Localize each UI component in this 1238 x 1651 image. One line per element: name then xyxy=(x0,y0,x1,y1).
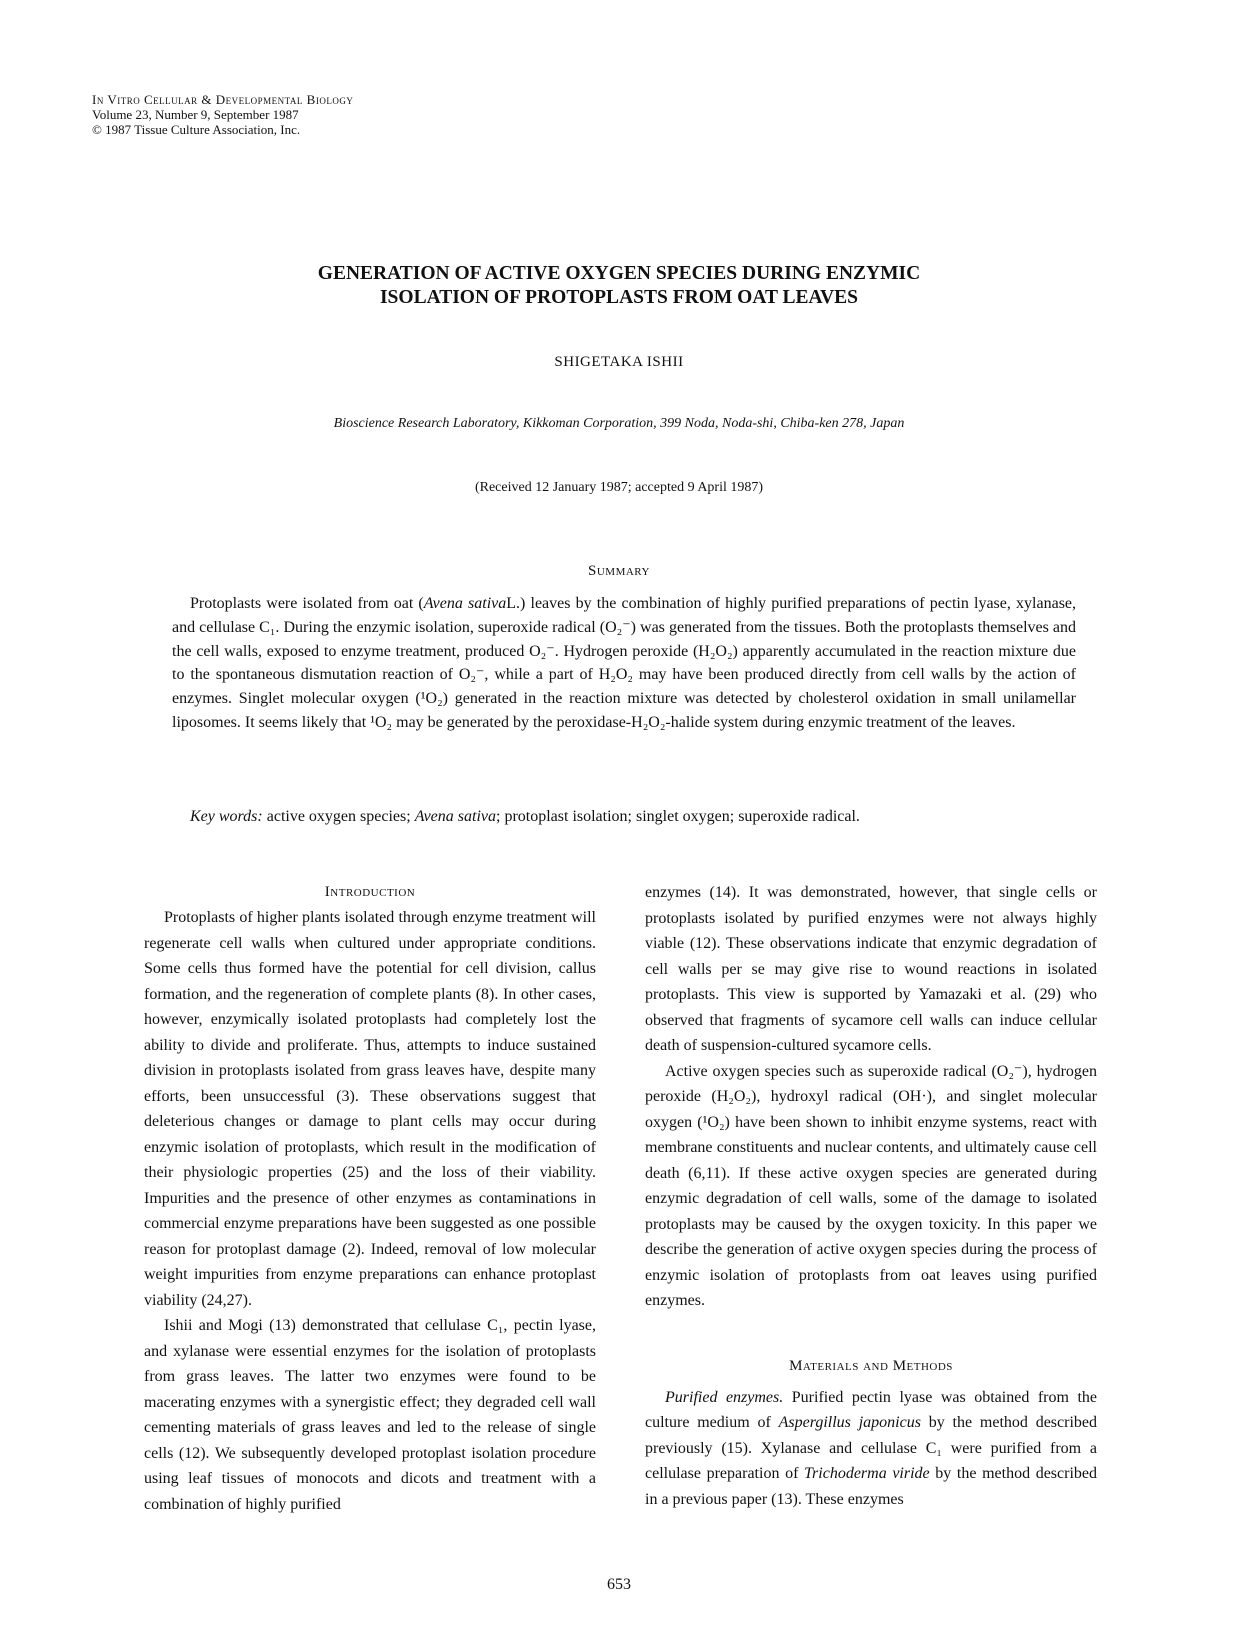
keywords-text-2: ; protoplast isolation; singlet oxygen; superoxide radical. xyxy=(496,808,860,825)
introduction-paragraph-2: Ishii and Mogi (13) demonstrated that cellulase C₁, pectin lyase, and xylanase were essential enzymes for the isolation of protoplasts from grass leaves. The latter two enzymes were found to be macerating enzymes with a synergistic effect; they degraded cell wall cementing materials of grass leaves and led to the release of single cells (12). We subsequently developed protoplast isolation procedure using leaf tissues of monocots and dicots and treatment with a combination of highly purified xyxy=(144,1317,596,1513)
right-column xyxy=(645,880,1097,1512)
article-title-line-2: ISOLATION OF PROTOPLASTS FROM OAT LEAVES xyxy=(379,287,859,308)
journal-header xyxy=(92,92,353,137)
left-column xyxy=(144,880,596,1517)
introduction-paragraph-1: Protoplasts of higher plants isolated through enzyme treatment will regenerate cell walls when cultured under appropriate conditions. Some cells thus formed have the potential for cell division, callus formation, and the regeneration of complete plants (8). In other cases, however, enzymically isolated protoplasts had completely lost the ability to divide and proliferate. Thus, attempts to induce sustained division in protoplasts isolated from grass leaves have, despite many efforts, been unsuccessful (3). These observations suggest that deleterious changes or damage to plant cells may occur during enzymic isolation of protoplasts, which result in the modification of their physiologic properties (25) and the loss of their viability. Impurities and the presence of other enzymes as contaminations in commercial enzyme preparations have been suggested as one possible reason for protoplast damage (2). Indeed, removal of low molecular weight impurities from enzyme preparations can enhance protoplast viability (24,27). xyxy=(144,909,596,1309)
introduction-heading: Introduction xyxy=(324,884,416,900)
article-title xyxy=(160,262,1078,310)
methods-run-in-heading: Purified enzymes. xyxy=(665,1388,784,1406)
summary-species-name: Avena sativa xyxy=(423,595,507,612)
keywords-label: Key words: xyxy=(190,808,263,825)
keywords-text-1: active oxygen species; xyxy=(262,808,415,825)
journal-name: In Vitro Cellular & Developmental Biology xyxy=(92,92,354,107)
received-dates: (Received 12 January 1987; accepted 9 April 1987) xyxy=(474,480,764,495)
keywords-species-name: Avena sativa xyxy=(414,808,496,825)
author-affiliation: Bioscience Research Laboratory, Kikkoman Corporation, 399 Noda, Noda-shi, Chiba-ken 278, Japan xyxy=(333,416,905,431)
introduction-paragraph-3: enzymes (14). It was demonstrated, however, that single cells or protoplasts isolated by purified enzymes were not always highly viable (12). These observations indicate that enzymic degradation of cell walls per se may give rise to wound reactions in isolated protoplasts. This view is supported by Yamazaki et al. (29) who observed that fragments of sycamore cell walls can induce cellular death of suspension-cultured sycamore cells. xyxy=(645,884,1097,1054)
article-title-line-1: GENERATION OF ACTIVE OXYGEN SPECIES DURING ENZYMIC xyxy=(317,263,921,284)
methods-organism-2: Trichoderma viride xyxy=(804,1465,930,1482)
methods-text-2: by the method described previously (15). Xylanase and cellulase C₁ were purified from a cellulase preparation of xyxy=(645,1414,1098,1482)
summary-text-1: Protoplasts were isolated from oat ( xyxy=(190,595,424,612)
introduction-paragraph-4: Active oxygen species such as superoxide radical (O₂⁻), hydrogen peroxide (H₂O₂), hydroxyl radical (OH·), and singlet molecular oxygen (¹O₂) have been shown to inhibit enzyme systems, react with membrane constituents and nuclear contents, and ultimately cause cell death (6,11). If these active oxygen species are generated during enzymic degradation of cell walls, some of the damage to isolated protoplasts may be caused by the oxygen toxicity. In this paper we describe the generation of active oxygen species during the process of enzymic isolation of protoplasts from oat leaves using purified enzymes. xyxy=(645,1062,1097,1309)
methods-text-3: by the method described in a previous paper (13). These enzymes xyxy=(645,1465,1097,1508)
methods-paragraph-1 xyxy=(645,1385,1097,1513)
page-number: 653 xyxy=(607,1576,631,1593)
author-name: SHIGETAKA ISHII xyxy=(554,354,684,370)
summary-text-2: L.) leaves by the combination of highly purified preparations of pectin lyase, xylanase, and cellulase C₁. During the enzymic isolation, superoxide radical (O₂⁻) was generated from the tissues. Both the protoplasts themselves and the cell walls, exposed to enzyme treatment, produced O₂⁻. Hydrogen peroxide (H₂O₂) apparently accumulated in the reaction mixture due to the spontaneous dismutation reaction of O₂⁻, while a part of H₂O₂ may have been produced directly from cell walls by the action of enzymes. Singlet molecular oxygen (¹O₂) generated in the reaction mixture was detected by cholesterol oxidation in small unilamellar liposomes. It seems likely that ¹O₂ may be generated by the peroxidase-H₂O₂-halide system during enzymic treatment of the leaves. xyxy=(172,595,1077,731)
journal-volume: Volume 23, Number 9, September 1987 xyxy=(92,107,299,122)
summary-paragraph xyxy=(172,592,1076,735)
methods-organism-1: Aspergillus japonicus xyxy=(778,1414,921,1431)
methods-heading: Materials and Methods xyxy=(789,1357,953,1374)
methods-text-1: Purified pectin lyase was obtained from the culture medium of xyxy=(645,1388,1098,1431)
summary-heading: Summary xyxy=(588,563,650,579)
keywords xyxy=(172,805,1076,828)
journal-copyright: © 1987 Tissue Culture Association, Inc. xyxy=(92,122,301,137)
